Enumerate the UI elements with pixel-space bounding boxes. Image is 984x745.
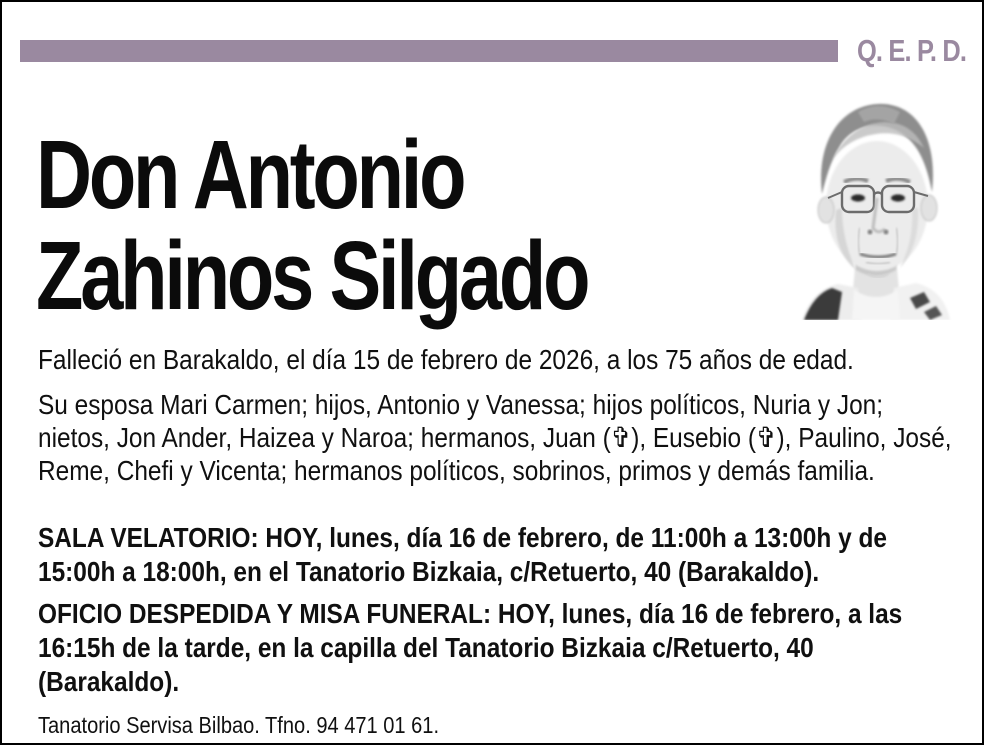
death-notice-line: Falleció en Barakaldo, el día 15 de febrero de 2026, a los 75 años de edad.: [38, 344, 854, 375]
wake-paragraph: SALA VELATORIO: HOY, lunes, día 16 de febrero, de 11:00h a 13:00h y de 15:00h a 18:00h, en el Tanatorio Bizkaia, c/Retuerto, 40 (Barakaldo).: [38, 522, 887, 587]
funeral-paragraph: OFICIO DESPEDIDA Y MISA FUNERAL: HOY, lunes, día 16 de febrero, a las 16:15h de la tarde, en la capilla del Tanatorio Bizkaia c/Retuerto, 40 (Barakaldo).: [38, 598, 903, 697]
qepd-label: Q. E. P. D.: [856, 33, 966, 68]
deceased-name-line1: Don Antonio: [36, 120, 464, 229]
family-paragraph: Su esposa Mari Carmen; hijos, Antonio y Vanessa; hijos políticos, Nuria y Jon; nietos, Jon Ander, Haizea y Naroa; hermanos, Juan (✞), Eusebio (✞), Paulino, José, Reme, Chefi y Vicenta; hermanos políticos, sobrinos, primos y demás familia.: [38, 389, 952, 486]
funeral-home-footer: Tanatorio Servisa Bilbao. Tfno. 94 471 01 61.: [38, 712, 440, 738]
notice-text-column: [38, 2, 952, 745]
deceased-name-line2: Zahinos Silgado: [36, 221, 588, 330]
